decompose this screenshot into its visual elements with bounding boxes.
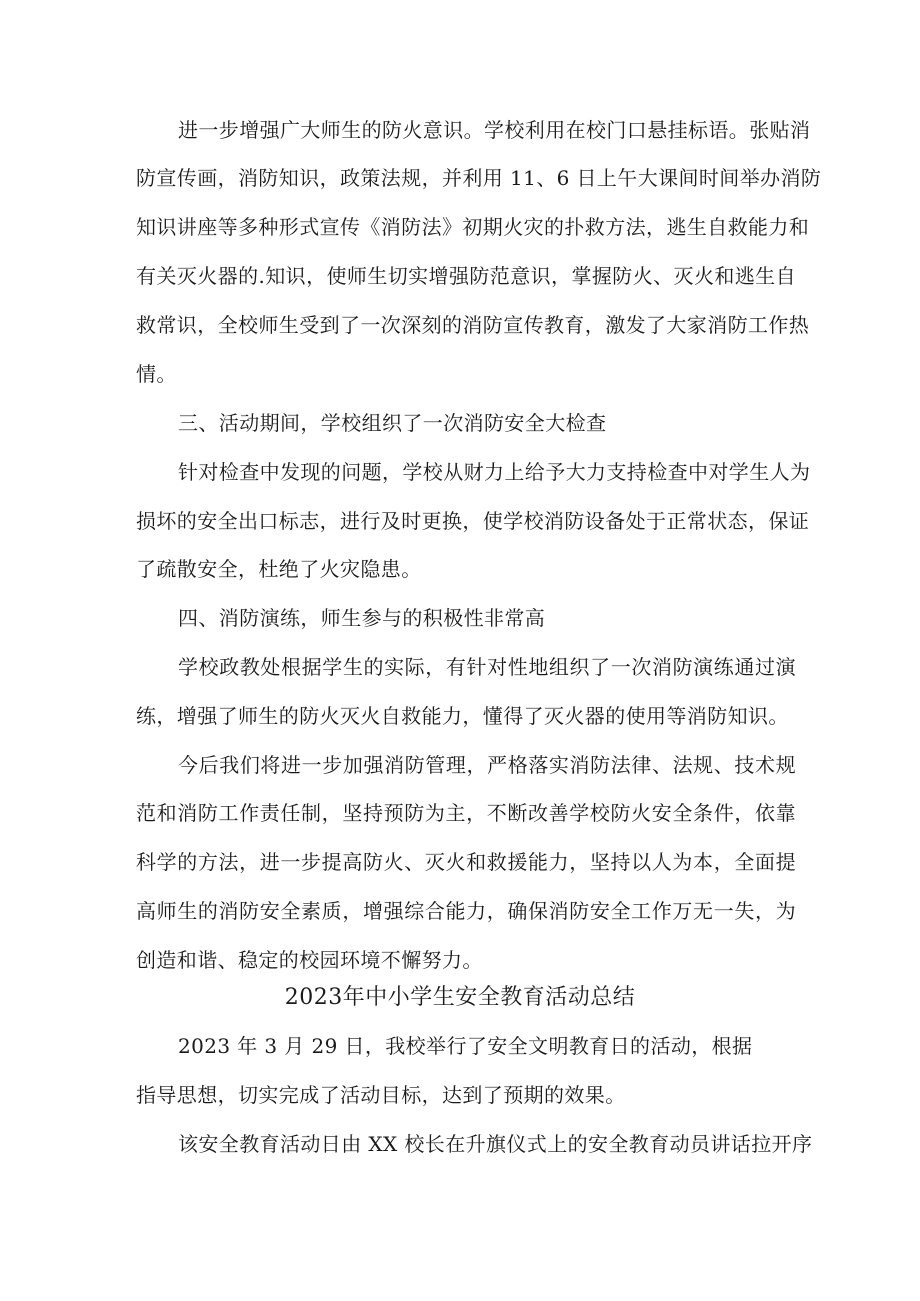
document-title: 2023年中小学生安全教育活动总结	[284, 985, 636, 1010]
paragraph-line: 科学的方法，进一步提高防火、灭火和救援能力，坚持以人为本，全面提	[136, 850, 796, 874]
paragraph-line: 创造和谐、稳定的校园环境不懈努力。	[136, 948, 483, 972]
section-heading: 三、活动期间，学校组织了一次消防安全大检查	[178, 411, 607, 435]
paragraph-line: 今后我们将进一步加强消防管理，严格落实消防法律、法规、技术规	[178, 753, 796, 777]
section-heading: 四、消防演练，师生参与的积极性非常高	[178, 606, 546, 630]
paragraph-line: 损坏的安全出口标志，进行及时更换，使学校消防设备处于正常状态，保证	[136, 509, 810, 533]
paragraph-line: 针对检查中发现的问题，学校从财力上给予大力支持检查中对学生人为	[178, 460, 811, 484]
paragraph-line: 了疏散安全，杜绝了火灾隐患。	[136, 557, 422, 581]
paragraph-line: 高师生的消防安全素质，增强综合能力，确保消防安全工作万无一失，为	[136, 899, 796, 923]
paragraph-line: 救常识，全校师生受到了一次深刻的消防宣传教育，激发了大家消防工作热	[136, 313, 810, 337]
paragraph-line: 范和消防工作责任制，坚持预防为主，不断改善学校防火安全条件，依靠	[136, 801, 796, 825]
paragraph-line: 指导思想，切实完成了活动目标，达到了预期的效果。	[136, 1083, 626, 1107]
paragraph-line: 2023 年 3 月 29 日，我校举行了安全文明教育日的活动，根据	[178, 1034, 753, 1058]
paragraph-line: 知识讲座等多种形式宣传《消防法》初期火灾的扑救方法，逃生自救能力和	[136, 215, 810, 239]
paragraph-line: 有关灭火器的.知识，使师生切实增强防范意识，掌握防火、灭火和逃生自	[136, 264, 796, 288]
paragraph-line: 进一步增强广大师生的防火意识。学校利用在校门口悬挂标语。张贴消	[178, 118, 811, 142]
paragraph-line: 该安全教育活动日由 XX 校长在升旗仪式上的安全教育动员讲话拉开序	[178, 1132, 813, 1156]
paragraph-line: 情。	[136, 362, 177, 386]
paragraph-line: 练，增强了师生的防火灭火自救能力，懂得了灭火器的使用等消防知识。	[136, 704, 789, 728]
paragraph-line: 学校政教处根据学生的实际，有针对性地组织了一次消防演练通过演	[178, 655, 796, 679]
paragraph-line: 防宣传画，消防知识，政策法规，并利用 11、6 日上午大课间时间举办消防	[136, 166, 822, 190]
